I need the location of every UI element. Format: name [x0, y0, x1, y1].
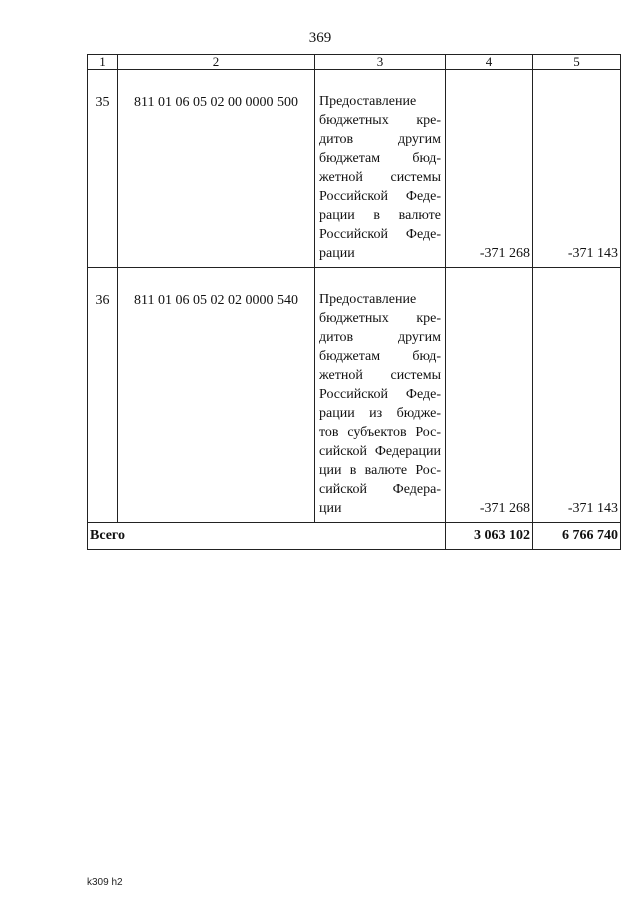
description-line: дитов другим — [319, 330, 441, 345]
description-line: сийской Федерации — [319, 444, 441, 459]
description-line: бюджетных кре- — [319, 113, 441, 128]
description-line: рации из бюдже- — [319, 406, 441, 421]
table-header-row — [88, 55, 621, 70]
description-line: ции в валюте Рос- — [319, 463, 441, 478]
header-cell-4: 4 — [446, 55, 533, 70]
header-cell-2: 2 — [118, 55, 315, 70]
value-col4: -371 268 — [446, 268, 533, 523]
total-row — [88, 523, 621, 550]
page-number — [0, 30, 640, 47]
budget-code: 811 01 06 05 02 00 0000 500 — [118, 70, 315, 268]
row-number: 35 — [88, 70, 118, 268]
value-col4: -371 268 — [446, 70, 533, 268]
description-line: Российской Феде- — [319, 227, 441, 242]
description-line: Российской Феде- — [319, 189, 441, 204]
footer-document-code: k309 h2 — [87, 877, 123, 888]
header-cell-5: 5 — [533, 55, 621, 70]
value-col5: -371 143 — [533, 70, 621, 268]
page-number-text: 369 — [308, 30, 332, 46]
description-line: Российской Феде- — [319, 387, 441, 402]
description-line: бюджетам бюд- — [319, 151, 441, 166]
value-col5: -371 143 — [533, 268, 621, 523]
description-line: рации — [319, 246, 355, 261]
table-row — [88, 268, 621, 523]
total-col5: 6 766 740 — [533, 523, 621, 550]
header-cell-3: 3 — [315, 55, 446, 70]
budget-table — [87, 54, 621, 550]
row-description — [315, 268, 446, 523]
description-line: жетной системы — [319, 368, 441, 383]
description-line: жетной системы — [319, 170, 441, 185]
description-line: бюджетных кре- — [319, 311, 441, 326]
description-line: Предоставление — [319, 94, 417, 109]
row-number: 36 — [88, 268, 118, 523]
description-line: Предоставление — [319, 292, 417, 307]
description-line: ции — [319, 501, 342, 516]
total-col4: 3 063 102 — [446, 523, 533, 550]
description-line: бюджетам бюд- — [319, 349, 441, 364]
total-label: Всего — [88, 523, 446, 550]
table-row — [88, 70, 621, 268]
description-line: тов субъектов Рос- — [319, 425, 441, 440]
description-line: дитов другим — [319, 132, 441, 147]
description-line: сийской Федера- — [319, 482, 441, 497]
header-cell-1: 1 — [88, 55, 118, 70]
description-line: рации в валюте — [319, 208, 441, 223]
row-description — [315, 70, 446, 268]
budget-code: 811 01 06 05 02 02 0000 540 — [118, 268, 315, 523]
